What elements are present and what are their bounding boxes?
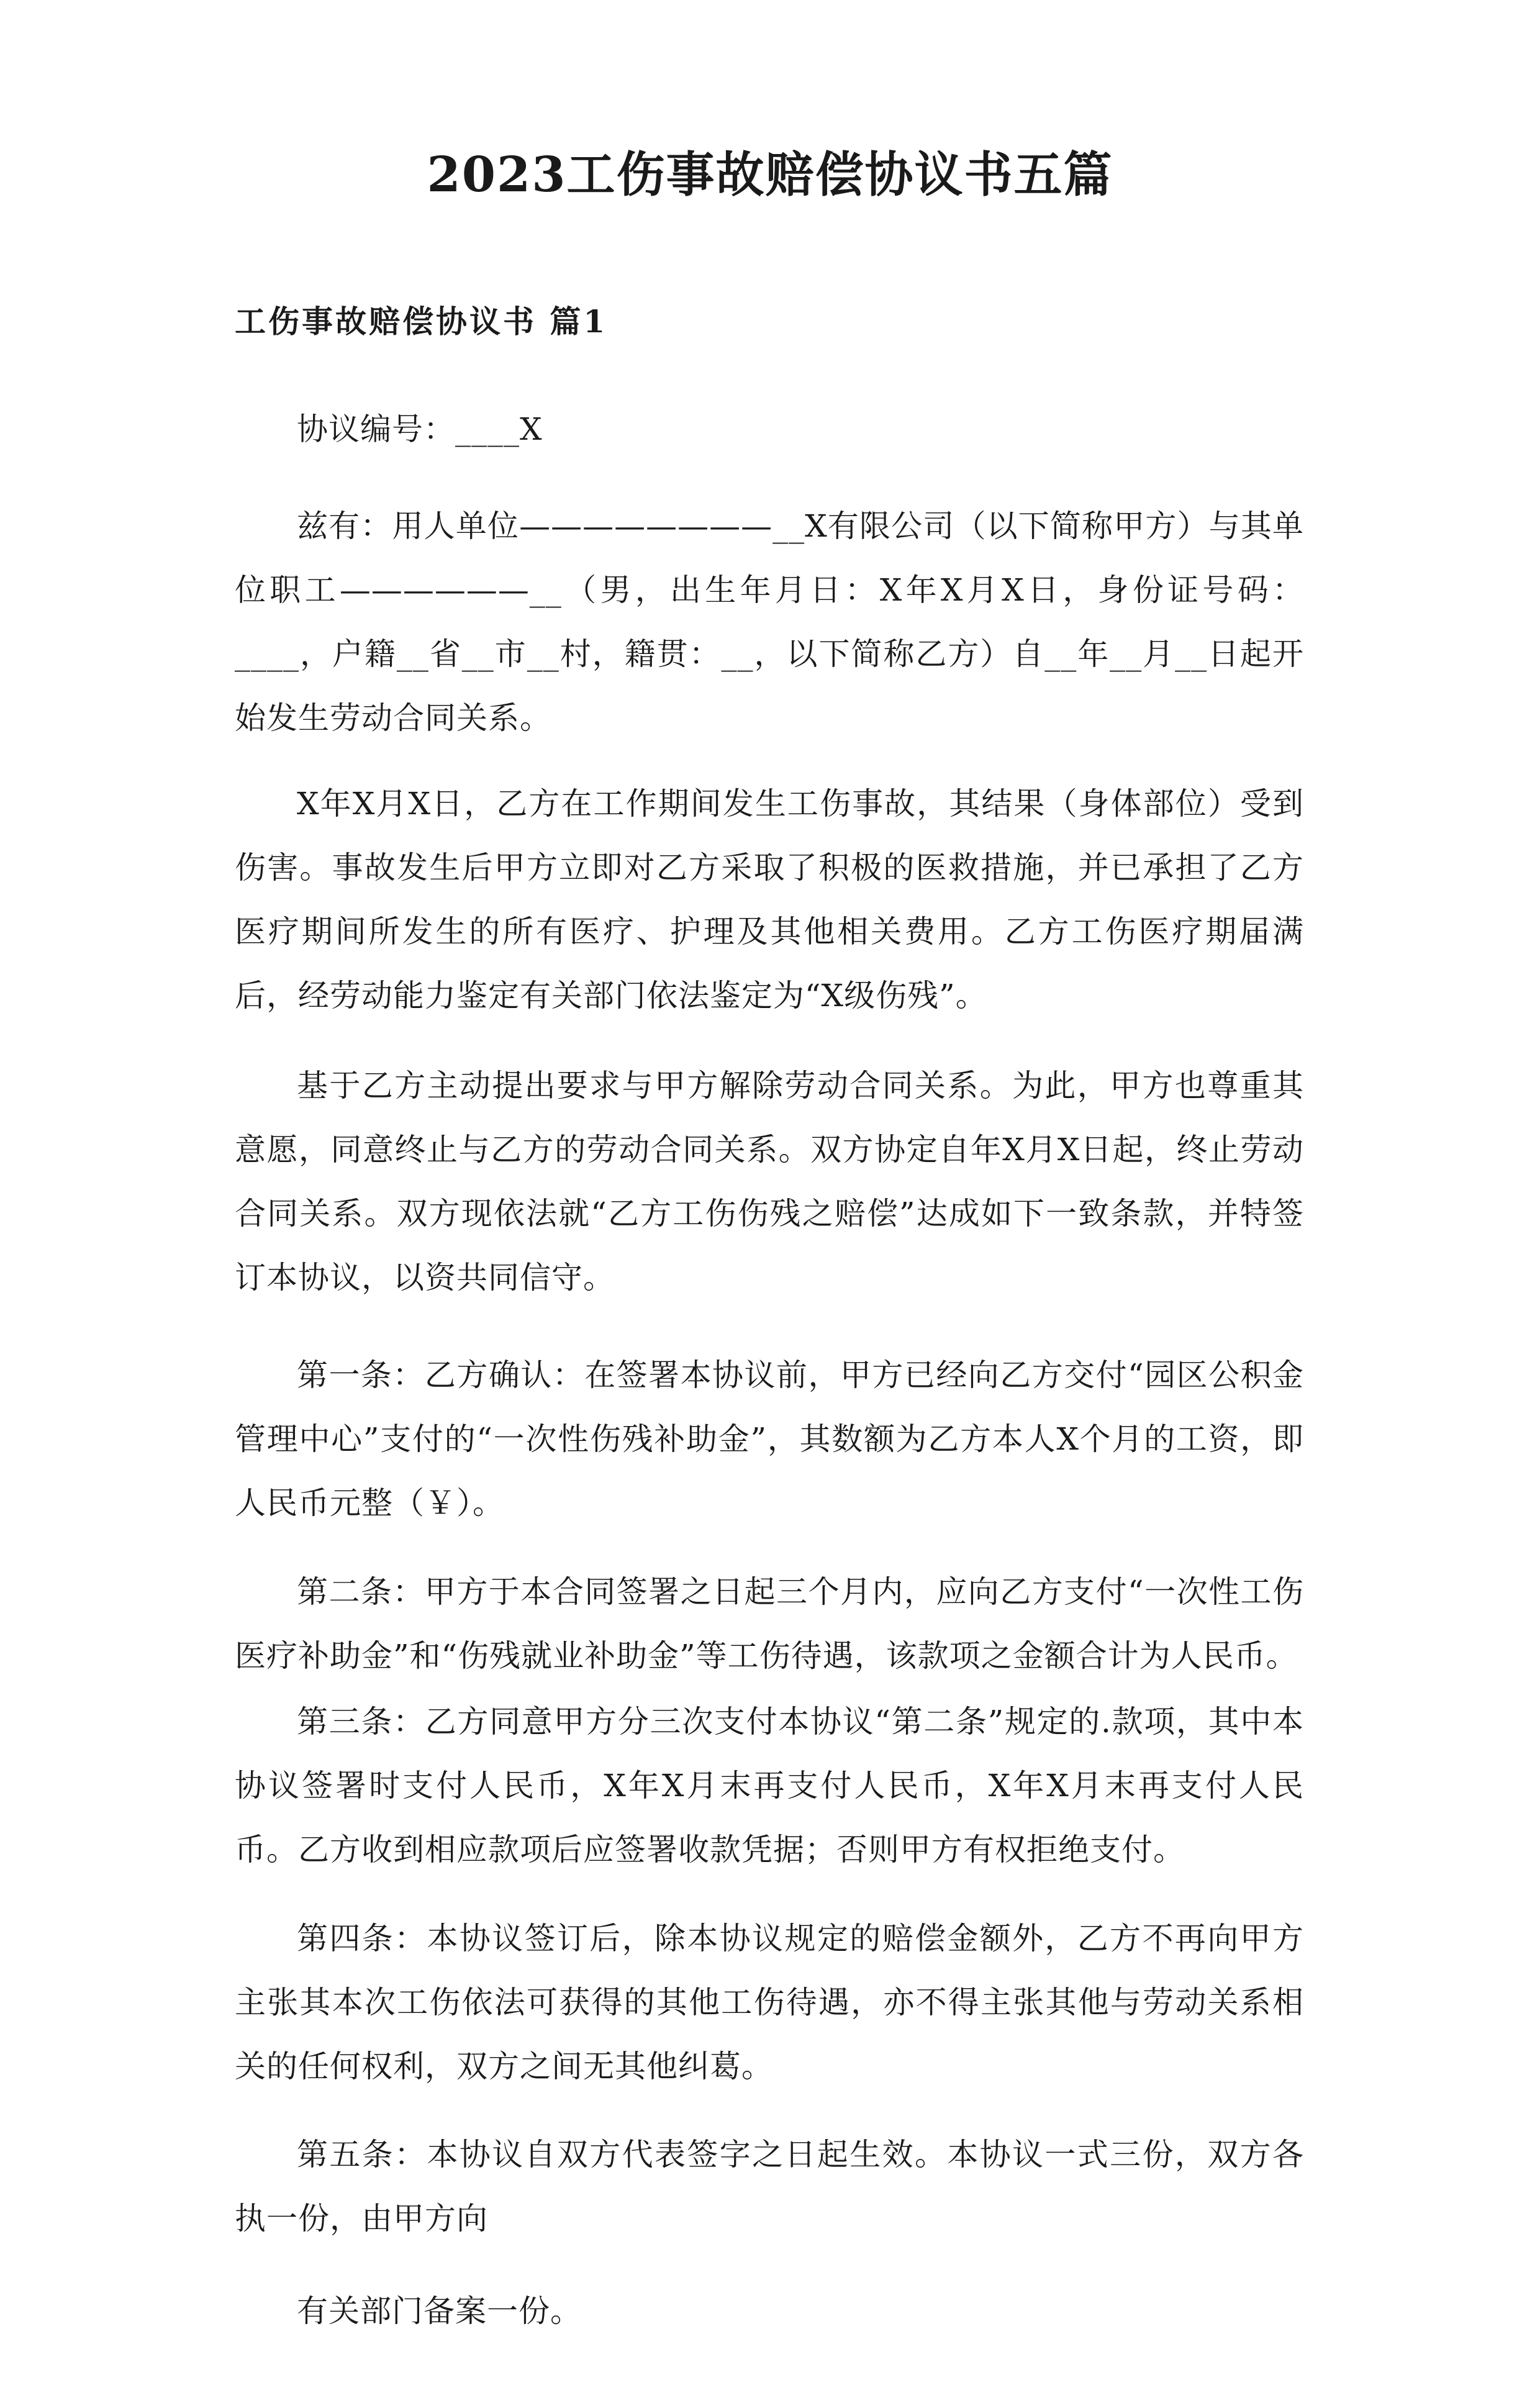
article-5-paragraph: 第五条：本协议自双方代表签字之日起生效。本协议一式三份，双方各执一份，由甲方向 — [235, 2137, 1304, 2237]
article-4-paragraph: 第四条：本协议签订后，除本协议规定的赔偿金额外，乙方不再向甲方主张其本次工伤依法可获得的其他工伤待遇，亦不得主张其他与劳动关系相关的任何权利，双方之间无其他纠葛。 — [235, 1920, 1304, 2084]
agreement-number-paragraph: 协议编号：____X — [297, 411, 543, 447]
article-3-paragraph: 第三条：乙方同意甲方分三次支付本协议“第二条”规定的.款项，其中本协议签署时支付人民币，X年X月末再支付人民币，X年X月末再支付人民币。乙方收到相应款项后应签署收款凭据；否则甲方有权拒绝支付。 — [235, 1704, 1304, 1868]
parties-paragraph: 兹有：用人单位————————__X有限公司（以下简称甲方）与其单位职工——————__（男，出生年月日：X年X月X日，身份证号码：____，户籍__省__市__村，籍贯：__，以下简称乙方）自__年__月__日起开始发生劳动合同关系。 — [235, 508, 1304, 736]
termination-paragraph: 基于乙方主动提出要求与甲方解除劳动合同关系。为此，甲方也尊重其意愿，同意终止与乙方的劳动合同关系。双方协定自年X月X日起，终止劳动合同关系。双方现依法就“乙方工伤伤残之赔偿”达成如下一致条款，并特签订本协议，以资共同信守。 — [235, 1068, 1304, 1296]
document-title: 2023工伤事故赔偿协议书五篇 — [427, 147, 1113, 203]
incident-paragraph: X年X月X日，乙方在工作期间发生工伤事故，其结果（身体部位）受到伤害。事故发生后甲方立即对乙方采取了积极的医救措施，并已承担了乙方医疗期间所发生的所有医疗、护理及其他相关费用。乙方工伤医疗期届满后，经劳动能力鉴定有关部门依法鉴定为“X级伤残”。 — [235, 786, 1304, 1014]
filing-paragraph: 有关部门备案一份。 — [297, 2293, 582, 2329]
article-1-paragraph: 第一条：乙方确认：在签署本协议前，甲方已经向乙方交付“园区公积金管理中心”支付的“一次性伤残补助金”，其数额为乙方本人X个月的工资，即人民币元整（￥）。 — [235, 1357, 1304, 1521]
section-heading: 工伤事故赔偿协议书 篇1 — [235, 303, 608, 340]
article-2-paragraph: 第二条：甲方于本合同签署之日起三个月内，应向乙方支付“一次性工伤医疗补助金”和“伤残就业补助金”等工伤待遇，该款项之金额合计为人民币。 — [235, 1574, 1304, 1674]
